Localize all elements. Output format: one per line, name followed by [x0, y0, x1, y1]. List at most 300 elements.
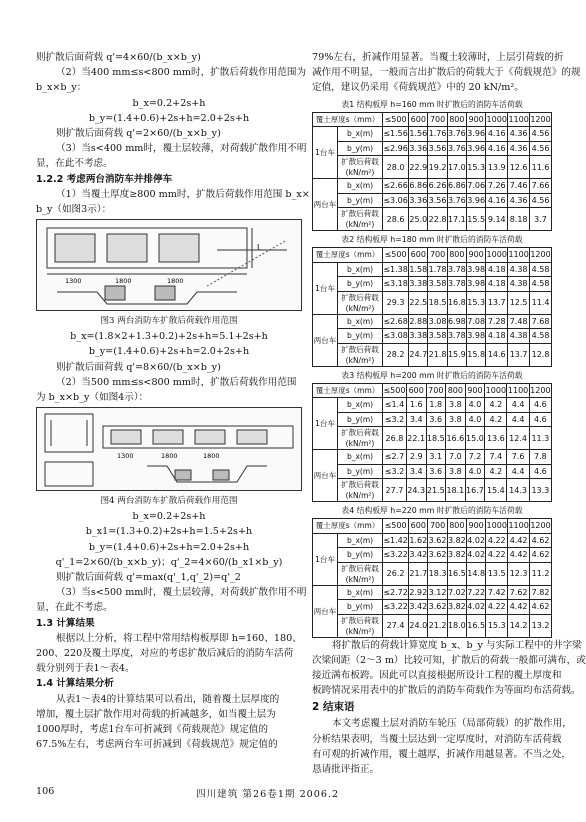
table-row — [313, 262, 552, 277]
text-line: （2）当400 mm≤s<800 mm时，扩散后荷载作用范围为 — [56, 67, 307, 79]
table-cell: 11.4 — [530, 291, 552, 314]
table-cell: 7.0 — [446, 450, 466, 465]
table-cell: 7.68 — [530, 314, 552, 329]
table-cell: 4.16 — [486, 193, 508, 208]
table-cell: 3.08 — [428, 314, 447, 329]
table-cell: 3.36 — [409, 141, 428, 156]
table-cell: 7.62 — [508, 585, 530, 600]
header-cell: 1200 — [530, 248, 552, 263]
text-line: 则扩散后面荷载 q'=4×60/(b_x×b_y) — [36, 52, 201, 63]
section-heading-conclusion: 2 结束语 — [312, 701, 355, 714]
table-cell: 13.7 — [508, 343, 530, 366]
table-cell: 15.3 — [467, 291, 486, 314]
table-cell: 26.2 — [383, 562, 409, 585]
table-cell: 25.0 — [409, 208, 428, 231]
table-cell: 28.6 — [383, 208, 409, 231]
table-cell: 4.58 — [530, 262, 552, 277]
table-cell: ≤3.18 — [383, 277, 409, 292]
table-cell: 3.6 — [426, 464, 446, 479]
table-cell: 12.4 — [507, 427, 529, 450]
table-cell: ≤1.42 — [383, 533, 409, 548]
table-row — [313, 156, 552, 179]
table-cell: 6.98 — [447, 314, 466, 329]
table-cell: 3.98 — [467, 329, 486, 344]
table-cell: 4.36 — [508, 193, 530, 208]
row-label: b_y(m) — [338, 277, 383, 292]
table-cell: 4.0 — [465, 464, 485, 479]
text-line: （1）当覆土厚度≥800 mm时，扩散后荷载作用范围 b_x× — [56, 188, 310, 200]
table-cell: 13.2 — [530, 614, 552, 637]
table-cell: 3.96 — [467, 141, 486, 156]
table-cell: 3.82 — [447, 533, 466, 548]
table-cell: 13.7 — [486, 291, 508, 314]
table-cell: ≤2.96 — [383, 141, 409, 156]
table-cell: 3.58 — [428, 277, 447, 292]
row-label: b_y(m) — [338, 193, 383, 208]
text-line: q'_1=2×60/(b_x×b_y)；q'_2=4×60/(b_x1×b_y) — [55, 556, 283, 568]
table-cell: 3.76 — [447, 127, 466, 142]
table-cell: 3.96 — [467, 127, 486, 142]
row-label: 扩散后荷载(kN/m²) — [338, 343, 383, 366]
table-cell: 15.9 — [447, 343, 466, 366]
table-row — [313, 450, 552, 465]
table-cell: 28.0 — [383, 156, 409, 179]
section-heading-13: 1.3 计算结果 — [36, 617, 95, 629]
table-cell: ≤3.2 — [383, 412, 407, 427]
row-label: 扩散后荷载(kN/m²) — [338, 291, 383, 314]
text-line: 200、220及覆土厚度，对应的考虑扩散后减后的消防车活荷 — [36, 648, 294, 660]
header-cover-thickness: 覆土厚度s（mm） — [313, 519, 383, 534]
table-cell: 12.8 — [530, 343, 552, 366]
table-cell: 3.8 — [446, 464, 466, 479]
header-cell: 900 — [467, 112, 486, 127]
row-label: b_y(m) — [338, 141, 383, 156]
table-cell: 6.26 — [428, 179, 447, 194]
table-cell: 4.36 — [508, 127, 530, 142]
table-cell: 4.62 — [530, 533, 552, 548]
table-cell: 17.1 — [447, 208, 466, 231]
table-caption: 表3 结构板厚 h=200 mm 时扩散后的消防车活荷载 — [341, 370, 523, 380]
table-cell: 3.7 — [530, 208, 552, 231]
table-cell: 19.2 — [428, 156, 447, 179]
row-label: b_y(m) — [338, 329, 383, 344]
table-cell: ≤3.06 — [383, 193, 409, 208]
table-cell: 15.3 — [486, 614, 508, 637]
table-cell: 3.62 — [428, 600, 447, 615]
row-group-label: 1台车 — [313, 533, 338, 585]
table-cell: 1.58 — [409, 262, 428, 277]
header-cell: 1100 — [507, 383, 529, 398]
header-cell: 1100 — [508, 519, 530, 534]
table-cell: 4.02 — [467, 600, 486, 615]
table-cell: 7.26 — [486, 179, 508, 194]
header-cell: ≤500 — [383, 383, 407, 398]
text-line: 载分别列于表1～表4。 — [36, 663, 135, 675]
table-caption: 表1 结构板厚 h=160 mm 时扩散后的消防车活荷载 — [341, 99, 523, 109]
row-label: b_x(m) — [338, 585, 383, 600]
right-column — [312, 50, 586, 777]
table-cell: ≤1.38 — [383, 262, 409, 277]
table-row — [313, 398, 552, 413]
text-line: 则扩散后面荷载 q'=max(q'_1,q'_2)=q'_2 — [56, 572, 241, 584]
figure-4-caption: 图4 两台消防车扩散后荷载作用范围 — [100, 496, 238, 507]
row-label: 扩散后荷载(kN/m²) — [338, 156, 383, 179]
row-group-label: 两台车 — [313, 314, 338, 366]
text-line: 从表1～表4的计算结果可以看出，随着覆土层厚度的 — [56, 693, 280, 705]
table-cell: 4.62 — [530, 600, 552, 615]
text-line: （3）当s<400 mm时，覆土层较薄，对荷载扩散作用不明 — [56, 143, 307, 155]
table-row — [313, 412, 552, 427]
table-caption: 表2 结构板厚 h=180 mm 时扩散后的消防车活荷载 — [341, 235, 523, 245]
table-row — [313, 464, 552, 479]
after-tables-text — [312, 638, 586, 699]
row-group-label: 两台车 — [313, 585, 338, 637]
table-row — [313, 329, 552, 344]
text-line: b_y=(1.4+0.6)+2s+h=2.0+2s+h — [88, 112, 250, 124]
table-cell: 14.6 — [486, 343, 508, 366]
table-cell: ≤3.08 — [383, 329, 409, 344]
table-cell: 8.18 — [508, 208, 530, 231]
text-line: 将扩散后的荷载计算宽度 b_x、b_y 与实际工程中的井字梁 — [332, 639, 582, 651]
text-line: 显，在此不考虑。 — [36, 158, 113, 170]
table-cell: 15.3 — [467, 156, 486, 179]
table-cell: 15.0 — [465, 427, 485, 450]
table-cell: 16.8 — [447, 291, 466, 314]
table-cell: 4.22 — [486, 533, 508, 548]
table-cell: 3.38 — [409, 277, 428, 292]
table-header-row — [313, 248, 552, 263]
table-cell: 13.3 — [529, 479, 551, 502]
table-cell: 13.5 — [486, 562, 508, 585]
table-row — [313, 533, 552, 548]
table-cell: 3.36 — [409, 193, 428, 208]
header-cell: 900 — [467, 248, 486, 263]
table-row — [313, 479, 552, 502]
table-cell: 3.78 — [447, 277, 466, 292]
table-cell: 9.14 — [486, 208, 508, 231]
journal-info: 四川建筑 第26卷1期 2006.2 — [196, 789, 340, 800]
header-cell: 700 — [426, 383, 446, 398]
table-cell: 4.42 — [508, 533, 530, 548]
tables-container — [312, 99, 552, 638]
table-header-row — [313, 112, 552, 127]
table-cell: 3.76 — [447, 193, 466, 208]
table-cell: 18.5 — [428, 291, 447, 314]
table-cell: 7.6 — [507, 450, 529, 465]
table-cell: 22.8 — [428, 208, 447, 231]
table-cell: 16.5 — [447, 562, 466, 585]
table-cell: 4.4 — [507, 398, 529, 413]
table-row — [313, 585, 552, 600]
table-cell: 3.6 — [426, 412, 446, 427]
table-cell: 3.96 — [467, 193, 486, 208]
table-cell: 3.62 — [428, 533, 447, 548]
figure-3-drawing — [37, 220, 301, 310]
section-122-text — [36, 187, 310, 217]
table-cell: 4.22 — [486, 600, 508, 615]
row-label: 扩散后荷载(kN/m²) — [338, 479, 383, 502]
text-line: （2）当500 mm≤s<800 mm时，扩散后荷载作用范围 — [56, 376, 297, 388]
header-cell: ≤500 — [383, 248, 409, 263]
table-cell: 14.2 — [508, 614, 530, 637]
text-line: b_x1=(1.3+0.2)+2s+h=1.5+2s+h — [85, 526, 253, 538]
figure-3-caption: 图3 两台消防车扩散后荷载作用范围 — [100, 316, 238, 327]
row-label: 扩散后荷载(kN/m²) — [338, 562, 383, 585]
table-cell: 7.66 — [530, 179, 552, 194]
table-cell: 3.76 — [447, 141, 466, 156]
text-line: 则扩散后面荷载 q'=2×60/(b_x×b_y) — [56, 128, 221, 140]
text-line: 增加，覆土层扩散作用对荷载的折减越多，如当覆土层为 — [36, 708, 276, 720]
table-row — [313, 427, 552, 450]
figure-3 — [36, 219, 302, 311]
table-cell: 3.42 — [409, 548, 428, 563]
table-cell: 24.3 — [406, 479, 426, 502]
table-cell: 15.4 — [485, 479, 507, 502]
table-row — [313, 141, 552, 156]
table-row — [313, 291, 552, 314]
table-cell: 4.6 — [529, 398, 551, 413]
row-label: b_y(m) — [338, 548, 383, 563]
table-cell: 6.86 — [409, 179, 428, 194]
table-cell: 1.76 — [428, 127, 447, 142]
table-cell: 4.56 — [530, 141, 552, 156]
table-cell: 13.6 — [485, 427, 507, 450]
table-cell: 24.7 — [409, 343, 428, 366]
header-cover-thickness: 覆土厚度s（mm） — [313, 248, 383, 263]
fig3-label-L: L — [257, 243, 262, 253]
table-cell: 29.3 — [383, 291, 409, 314]
table-cell: 3.12 — [428, 585, 447, 600]
header-cell: 600 — [409, 519, 428, 534]
text-line: b_x=0.2+2s+h — [132, 97, 206, 109]
table-cell: 3.98 — [467, 262, 486, 277]
figure-4-drawing — [37, 408, 301, 490]
row-label: b_x(m) — [338, 533, 383, 548]
text-line: 显，在此不考虑。 — [36, 602, 113, 614]
header-cell: ≤500 — [383, 519, 409, 534]
table-cell: 4.18 — [486, 277, 508, 292]
header-cell: 800 — [447, 519, 466, 534]
table-cell: 3.98 — [467, 277, 486, 292]
table-cell: 11.2 — [530, 562, 552, 585]
text-line: 有可观的折减作用，覆土越厚，折减作用越显著。不当之处， — [312, 748, 572, 760]
table-cell: 15.5 — [467, 208, 486, 231]
intro-text — [36, 50, 307, 172]
table-cell: 22.5 — [409, 291, 428, 314]
header-cell: 1100 — [508, 248, 530, 263]
table-cell: 4.62 — [530, 548, 552, 563]
table-cell: 3.82 — [447, 548, 466, 563]
table-cell: 4.2 — [485, 412, 507, 427]
row-label: b_y(m) — [338, 600, 383, 615]
text-line: b_y=(1.4+0.6)+2s+h=2.0+2s+h — [88, 346, 250, 358]
data-table — [312, 383, 552, 503]
table-cell: 4.0 — [465, 412, 485, 427]
table-cell: 7.4 — [485, 450, 507, 465]
table-cell: ≤2.7 — [383, 450, 407, 465]
table-cell: 4.22 — [486, 548, 508, 563]
table-cell: ≤2.72 — [383, 585, 409, 600]
row-label: b_x(m) — [338, 398, 383, 413]
table-cell: 4.38 — [508, 277, 530, 292]
table-cell: 1.8 — [426, 398, 446, 413]
table-cell: 1.78 — [428, 262, 447, 277]
figure-3-text — [36, 329, 302, 405]
table-cell: ≤1.56 — [383, 127, 409, 142]
table-cell: 7.48 — [508, 314, 530, 329]
table-cell: ≤3.22 — [383, 600, 409, 615]
table-cell: 16.5 — [467, 614, 486, 637]
table-cell: 7.08 — [467, 314, 486, 329]
table-row — [313, 277, 552, 292]
header-cell: 800 — [446, 383, 466, 398]
table-row — [313, 193, 552, 208]
table-cell: 4.18 — [486, 329, 508, 344]
header-cell: 1200 — [529, 383, 551, 398]
header-cell: 1200 — [530, 112, 552, 127]
table-row — [313, 179, 552, 194]
header-cell: 700 — [428, 519, 447, 534]
table-cell: 18.3 — [428, 562, 447, 585]
table-cell: 18.0 — [447, 614, 466, 637]
header-cell: 1000 — [486, 112, 508, 127]
section-heading-14: 1.4 计算结果分析 — [36, 678, 114, 690]
table-cell: 4.4 — [507, 464, 529, 479]
table-cell: 11.3 — [529, 427, 551, 450]
table-cell: 4.0 — [465, 398, 485, 413]
text-line: 则扩散后面荷载 q'=8×60/(b_x×b_y) — [56, 361, 221, 373]
table-cell: 7.82 — [530, 585, 552, 600]
table-row — [313, 548, 552, 563]
table-cell: 12.3 — [508, 562, 530, 585]
table-cell: 22.9 — [409, 156, 428, 179]
header-cell: 800 — [447, 112, 466, 127]
table-cell: 3.78 — [447, 262, 466, 277]
text-line: 79%左右，折减作用显著。当覆土较薄时，上层引荷载的折 — [312, 52, 564, 63]
table-cell: 4.58 — [530, 277, 552, 292]
row-group-label: 1台车 — [313, 398, 338, 450]
table-cell: ≤2.68 — [383, 314, 409, 329]
table-cell: 7.28 — [486, 314, 508, 329]
header-cell: ≤500 — [383, 112, 409, 127]
table-cell: 4.6 — [529, 464, 551, 479]
header-cell: 700 — [428, 248, 447, 263]
table-cell: 18.5 — [426, 427, 446, 450]
table-cell: 4.36 — [508, 141, 530, 156]
table-cell: 4.4 — [507, 412, 529, 427]
table-cell: 27.4 — [383, 614, 409, 637]
table-cell: 7.02 — [447, 585, 466, 600]
table-cell: 4.2 — [485, 464, 507, 479]
conclusion-text — [312, 716, 572, 777]
table-cell: 4.38 — [508, 329, 530, 344]
table-cell: 22.1 — [406, 427, 426, 450]
table-cell: 1.6 — [406, 398, 426, 413]
table-cell: 6.86 — [447, 179, 466, 194]
table-cell: 14.3 — [507, 479, 529, 502]
table-cell: 3.56 — [428, 141, 447, 156]
header-cell: 600 — [409, 248, 428, 263]
table-cell: 3.4 — [406, 464, 426, 479]
text-line: 定值，建议仍采用《荷载规范》中的 20 kN/m²。 — [312, 82, 524, 94]
table-cell: 27.7 — [383, 479, 407, 502]
data-table — [312, 518, 552, 638]
text-line: 67.5%左右，考虑两台车可折减到《荷载规范》规定值的 — [36, 739, 278, 751]
table-row — [313, 600, 552, 615]
row-label: b_y(m) — [338, 464, 383, 479]
text-line: 恳请批评指正。 — [312, 764, 380, 776]
row-group-label: 1台车 — [313, 262, 338, 314]
text-line: b_x=0.2+2s+h — [132, 511, 206, 523]
table-cell: 7.8 — [529, 450, 551, 465]
table-cell: 3.62 — [428, 548, 447, 563]
left-column — [36, 50, 310, 753]
row-label: 扩散后荷载(kN/m²) — [338, 208, 383, 231]
table-row — [313, 614, 552, 637]
table-cell: 7.46 — [508, 179, 530, 194]
section-14-text — [36, 692, 302, 753]
table-cell: 3.56 — [428, 193, 447, 208]
table-cell: ≤2.66 — [383, 179, 409, 194]
text-line: （3）当s<500 mm时，覆土层较薄，对荷载扩散作用不明 — [56, 587, 307, 599]
table-cell: 7.42 — [486, 585, 508, 600]
table-cell: 7.22 — [467, 585, 486, 600]
table-cell: 1.56 — [409, 127, 428, 142]
header-cell: 1200 — [530, 519, 552, 534]
table-cell: 21.8 — [428, 343, 447, 366]
table-cell: 16.7 — [465, 479, 485, 502]
table-cell: ≤3.22 — [383, 548, 409, 563]
table-cell: 2.88 — [409, 314, 428, 329]
header-cell: 1000 — [486, 248, 508, 263]
figure-4-text — [36, 509, 307, 615]
table-cell: 18.1 — [446, 479, 466, 502]
table-cell: 12.5 — [508, 291, 530, 314]
row-label: b_x(m) — [338, 450, 383, 465]
text-line: 分析结果表明，当覆土层达到一定厚度时，对消防车活荷载 — [312, 733, 562, 745]
table-cell: 14.8 — [467, 562, 486, 585]
table-cell: 12.6 — [508, 156, 530, 179]
header-cell: 600 — [409, 112, 428, 127]
row-group-label: 1台车 — [313, 127, 338, 179]
table-cell: 4.42 — [508, 600, 530, 615]
table-cell: 4.16 — [486, 141, 508, 156]
table-cell: 4.02 — [467, 548, 486, 563]
table-cell: 3.42 — [409, 600, 428, 615]
table-row — [313, 314, 552, 329]
table-cell: 3.82 — [447, 600, 466, 615]
row-group-label: 两台车 — [313, 450, 338, 502]
header-cell: 1100 — [508, 112, 530, 127]
text-line: 次梁间距（2～3 m）比较可知，扩散后的荷载一般都可满布，或 — [312, 654, 586, 666]
text-line: b_x×b_y： — [36, 82, 87, 94]
text-line: 板跨情况采用表中的扩散后的消防车荷载作为等面均布活荷载。 — [312, 685, 581, 697]
fig4-dim-1: 1300 — [117, 452, 134, 461]
table-cell: 2.9 — [406, 450, 426, 465]
table-cell: ≤1.4 — [383, 398, 407, 413]
fig3-dim-1: 1300 — [65, 277, 82, 286]
row-label: 扩散后荷载(kN/m²) — [338, 427, 383, 450]
header-cell: 700 — [428, 112, 447, 127]
table-row — [313, 127, 552, 142]
text-line: b_x=(1.8×2+1.3+0.2)+2s+h=5.1+2s+h — [70, 331, 268, 343]
table-cell: 21.5 — [426, 479, 446, 502]
table-cell: 4.56 — [530, 193, 552, 208]
table-cell: 15.8 — [467, 343, 486, 366]
row-label: 扩散后荷载(kN/m²) — [338, 614, 383, 637]
header-cell: 600 — [406, 383, 426, 398]
text-line: 为 b_x×b_y（如图4示）： — [36, 392, 149, 404]
